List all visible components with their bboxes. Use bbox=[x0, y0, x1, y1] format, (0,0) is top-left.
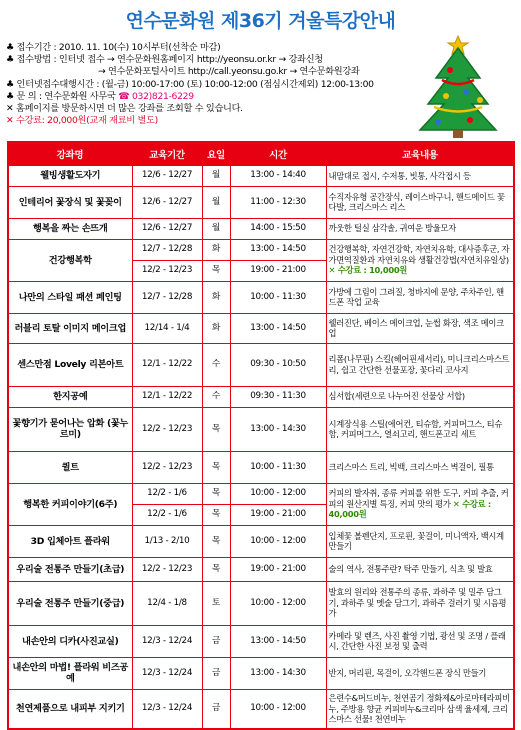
info-method-alt: → 연수문화포털사이트 http://call.yeonsu.go.kr → 연수문화원강좌 bbox=[98, 66, 360, 78]
course-name: 내손안의 마법! 플라워 비즈공예 bbox=[8, 657, 132, 689]
table-row bbox=[8, 239, 514, 260]
course-time: 10:00 - 12:00 bbox=[230, 483, 326, 504]
table-row bbox=[8, 483, 514, 504]
course-period: 12/2 - 1/6 bbox=[132, 504, 202, 525]
course-name: 웰빙생활도자기 bbox=[8, 165, 132, 186]
course-day: 금 bbox=[202, 625, 230, 657]
header-day: 요일 bbox=[202, 142, 230, 165]
course-day: 화 bbox=[202, 313, 230, 343]
course-name: 인테리어 꽃장식 및 꽃꽂이 bbox=[8, 186, 132, 218]
course-day: 화 bbox=[202, 281, 230, 313]
course-name: 한지공예 bbox=[8, 386, 132, 407]
course-period: 12/1 - 12/22 bbox=[132, 386, 202, 407]
course-day: 월 bbox=[202, 218, 230, 239]
info-period: ♣ 접수기간 : 2010. 11. 10(수) 10시부터(선착순 마감) bbox=[6, 42, 221, 53]
course-content-text: 건강행복학, 자연건강학, 자연치유학, 대사증후군, 자가면역질환과 자연치유와 생활건강법(자연치유일상) bbox=[328, 244, 510, 265]
course-time: 11:00 - 12:30 bbox=[230, 186, 326, 218]
course-time: 10:00 - 11:30 bbox=[230, 281, 326, 313]
table-row bbox=[8, 281, 514, 313]
course-day: 수 bbox=[202, 343, 230, 386]
table-row bbox=[8, 386, 514, 407]
course-content bbox=[326, 483, 514, 525]
course-day: 목 bbox=[202, 504, 230, 525]
course-fee: ✕ 수강료 : 10,000원 bbox=[328, 265, 408, 276]
course-time: 13:00 - 14:50 bbox=[230, 239, 326, 260]
course-period: 1/13 - 2/10 bbox=[132, 525, 202, 557]
info-contact-label: ♣ 문 의 : 연수문화원 사무국 bbox=[6, 90, 119, 102]
course-table bbox=[7, 141, 515, 730]
course-content-text: 커피의 발자취, 종류 커피를 위한 도구, 커피 추출, 커피의 원산지별 특징, 커피 맛의 평가 bbox=[328, 488, 509, 509]
course-fee: ✕ 수강료 : 40,000원 bbox=[328, 498, 491, 520]
page-title: 연수문화원 제36기 겨울특강안내 bbox=[125, 10, 396, 32]
course-name: 내손안의 디카(사진교실) bbox=[8, 625, 132, 657]
course-content: 가방에 그림이 그려질, 청바지에 문양, 주차주인, 핸드폰 작업 교육 bbox=[326, 281, 514, 313]
course-name: 러블리 토탈 이미지 메이크업 bbox=[8, 313, 132, 343]
course-period: 12/2 - 12/23 bbox=[132, 451, 202, 483]
course-name: 3D 입체아트 플라워 bbox=[8, 525, 132, 557]
christmas-tree-icon bbox=[408, 30, 508, 140]
course-period: 12/6 - 12/27 bbox=[132, 165, 202, 186]
course-content: 까웃한 털실 삼각솔, 귀여운 방울모자 bbox=[326, 218, 514, 239]
course-period: 12/3 - 12/24 bbox=[132, 625, 202, 657]
course-content: 발효의 원리와 전통주의 종류, 과하주 및 밀주 담그기, 과하주 및 멧술 담그기, 과하주 걸러기 및 시음평가 bbox=[326, 581, 514, 625]
course-day: 토 bbox=[202, 581, 230, 625]
course-day: 금 bbox=[202, 689, 230, 729]
course-day: 월 bbox=[202, 165, 230, 186]
course-content: 반지, 머리핀, 목걸이, 오각핸드폰 장식 만들기 bbox=[326, 657, 514, 689]
course-name: 행복을 짜는 손뜨개 bbox=[8, 218, 132, 239]
course-content: 은련수&머드비누, 천연곰기 정화제&아로마테라피비누, 주방용 향균 커피비누&크리마 삼색 율세제, 크리스마스 선물! 천연비누 bbox=[326, 689, 514, 729]
course-time: 10:00 - 12:00 bbox=[230, 581, 326, 625]
course-day: 목 bbox=[202, 407, 230, 451]
course-time: 09:30 - 10:50 bbox=[230, 343, 326, 386]
course-content bbox=[326, 239, 514, 281]
course-day: 목 bbox=[202, 483, 230, 504]
course-period: 12/1 - 12/22 bbox=[132, 343, 202, 386]
course-period: 12/6 - 12/27 bbox=[132, 218, 202, 239]
course-day: 목 bbox=[202, 451, 230, 483]
table-row bbox=[8, 218, 514, 239]
course-name: 천연제품으로 내피부 지키기 bbox=[8, 689, 132, 729]
course-content: 웰러진단, 베이스 메이크업, 눈썹 화장, 색조 메이크업 bbox=[326, 313, 514, 343]
course-time: 13:00 - 14:50 bbox=[230, 313, 326, 343]
info-fee: ✕ 수강료: 20,000원(교재 재료비 별도) bbox=[6, 115, 158, 127]
course-time: 14:00 - 15:50 bbox=[230, 218, 326, 239]
course-content: 심서합(세련으로 나누어진 선물상 서합) bbox=[326, 386, 514, 407]
course-time: 19:00 - 21:00 bbox=[230, 260, 326, 281]
course-name: 건강행복학 bbox=[8, 239, 132, 281]
table-row bbox=[8, 343, 514, 386]
info-contact bbox=[6, 91, 406, 103]
course-content: 카메라 및 렌즈, 사진 촬영 기법, 광선 및 조명 / 플래시, 간단한 사진 보정 및 출력 bbox=[326, 625, 514, 657]
course-period: 12/2 - 12/23 bbox=[132, 407, 202, 451]
course-day: 화 bbox=[202, 239, 230, 260]
course-time: 13:00 - 14:30 bbox=[230, 657, 326, 689]
info-method: ♣ 접수방법 : 인터넷 접수 → 연수문화원홈페이지 http://yeonsu.or.kr → 강좌신청 bbox=[6, 54, 323, 66]
course-name: 행복한 커피이야기(6주) bbox=[8, 483, 132, 525]
header-content: 교육내용 bbox=[326, 142, 514, 165]
course-day: 월 bbox=[202, 186, 230, 218]
course-period: 12/14 - 1/4 bbox=[132, 313, 202, 343]
course-time: 19:00 - 21:00 bbox=[230, 504, 326, 525]
info-agency-hours: ♣ 인터넷접수대행시간 : (월-금) 10:00-17:00 (토) 10:00-12:00 (점심시간제외) 12:00-13:00 bbox=[6, 78, 374, 90]
course-time: 13:00 - 14:30 bbox=[230, 407, 326, 451]
table-row bbox=[8, 581, 514, 625]
course-content: 시계장식용 스틸(에어컨, 티슈함, 커피머그스, 티슈함, 커피머그스, 열쇠고리, 핸드폰고리 세트 bbox=[326, 407, 514, 451]
course-period: 12/3 - 12/24 bbox=[132, 689, 202, 729]
course-content: 리폼(나무핀) 스킬(헤어핀세서리), 미니크리스마스트리, 쉽고 간단한 선물포장, 꽃다리 코사지 bbox=[326, 343, 514, 386]
course-period: 12/6 - 12/27 bbox=[132, 186, 202, 218]
course-period: 12/2 - 12/23 bbox=[132, 557, 202, 581]
header-period: 교육기간 bbox=[132, 142, 202, 165]
course-period: 12/3 - 12/24 bbox=[132, 657, 202, 689]
table-row bbox=[8, 689, 514, 729]
course-name: 퀼트 bbox=[8, 451, 132, 483]
table-row bbox=[8, 186, 514, 218]
info-phone: ☎ 032)821-6229 bbox=[118, 90, 194, 102]
course-time: 10:00 - 12:00 bbox=[230, 689, 326, 729]
course-period: 12/2 - 12/23 bbox=[132, 260, 202, 281]
course-content: 크리스마스 트리, 빅백, 크리스마스 벽걸이, 필통 bbox=[326, 451, 514, 483]
table-row bbox=[8, 313, 514, 343]
course-time: 13:00 - 14:50 bbox=[230, 625, 326, 657]
course-name: 센스만점 Lovely 리본아트 bbox=[8, 343, 132, 386]
course-time: 19:00 - 21:00 bbox=[230, 557, 326, 581]
course-name: 우리술 전통주 만들기(중급) bbox=[8, 581, 132, 625]
header-time: 시간 bbox=[230, 142, 326, 165]
course-period: 12/7 - 12/28 bbox=[132, 239, 202, 260]
header-course-name: 강좌명 bbox=[8, 142, 132, 165]
course-period: 12/2 - 1/6 bbox=[132, 483, 202, 504]
course-time: 13:00 - 14:40 bbox=[230, 165, 326, 186]
table-header-row bbox=[8, 142, 514, 165]
table-row bbox=[8, 165, 514, 186]
course-day: 수 bbox=[202, 386, 230, 407]
course-name: 우리술 전통주 만들기(초급) bbox=[8, 557, 132, 581]
course-name: 꽃향기가 묻어나는 압화 (꽃누르미) bbox=[8, 407, 132, 451]
course-day: 목 bbox=[202, 260, 230, 281]
course-day: 목 bbox=[202, 525, 230, 557]
table-row bbox=[8, 451, 514, 483]
course-name: 나만의 스타일 패션 페인팅 bbox=[8, 281, 132, 313]
course-content: 수직자유형 공간장식, 레이스바구니, 핸드메이드 꽃다발, 크리스마스 리스 bbox=[326, 186, 514, 218]
info-homepage-note: ✕ 홈페이지를 방문하시면 더 많은 강좌를 조회할 수 있습니다. bbox=[6, 102, 243, 114]
course-content: 술의 역사, 전통주란? 탁주 만들기, 식초 및 발효 bbox=[326, 557, 514, 581]
course-time: 09:30 - 11:30 bbox=[230, 386, 326, 407]
course-day: 금 bbox=[202, 657, 230, 689]
course-period: 12/4 - 1/8 bbox=[132, 581, 202, 625]
info-block bbox=[6, 42, 406, 127]
course-content: 내맘대로 접시, 수저통, 빗통, 사각접시 등 bbox=[326, 165, 514, 186]
table-row bbox=[8, 407, 514, 451]
course-period: 12/7 - 12/28 bbox=[132, 281, 202, 313]
course-time: 10:00 - 12:00 bbox=[230, 525, 326, 557]
table-row bbox=[8, 557, 514, 581]
table-row bbox=[8, 625, 514, 657]
course-time: 10:00 - 11:30 bbox=[230, 451, 326, 483]
course-day: 목 bbox=[202, 557, 230, 581]
table-row bbox=[8, 657, 514, 689]
table-row bbox=[8, 525, 514, 557]
course-content: 입체꽃 볼펜단지, 프로핀, 꽃걸이, 미니액자, 백시계 만들기 bbox=[326, 525, 514, 557]
